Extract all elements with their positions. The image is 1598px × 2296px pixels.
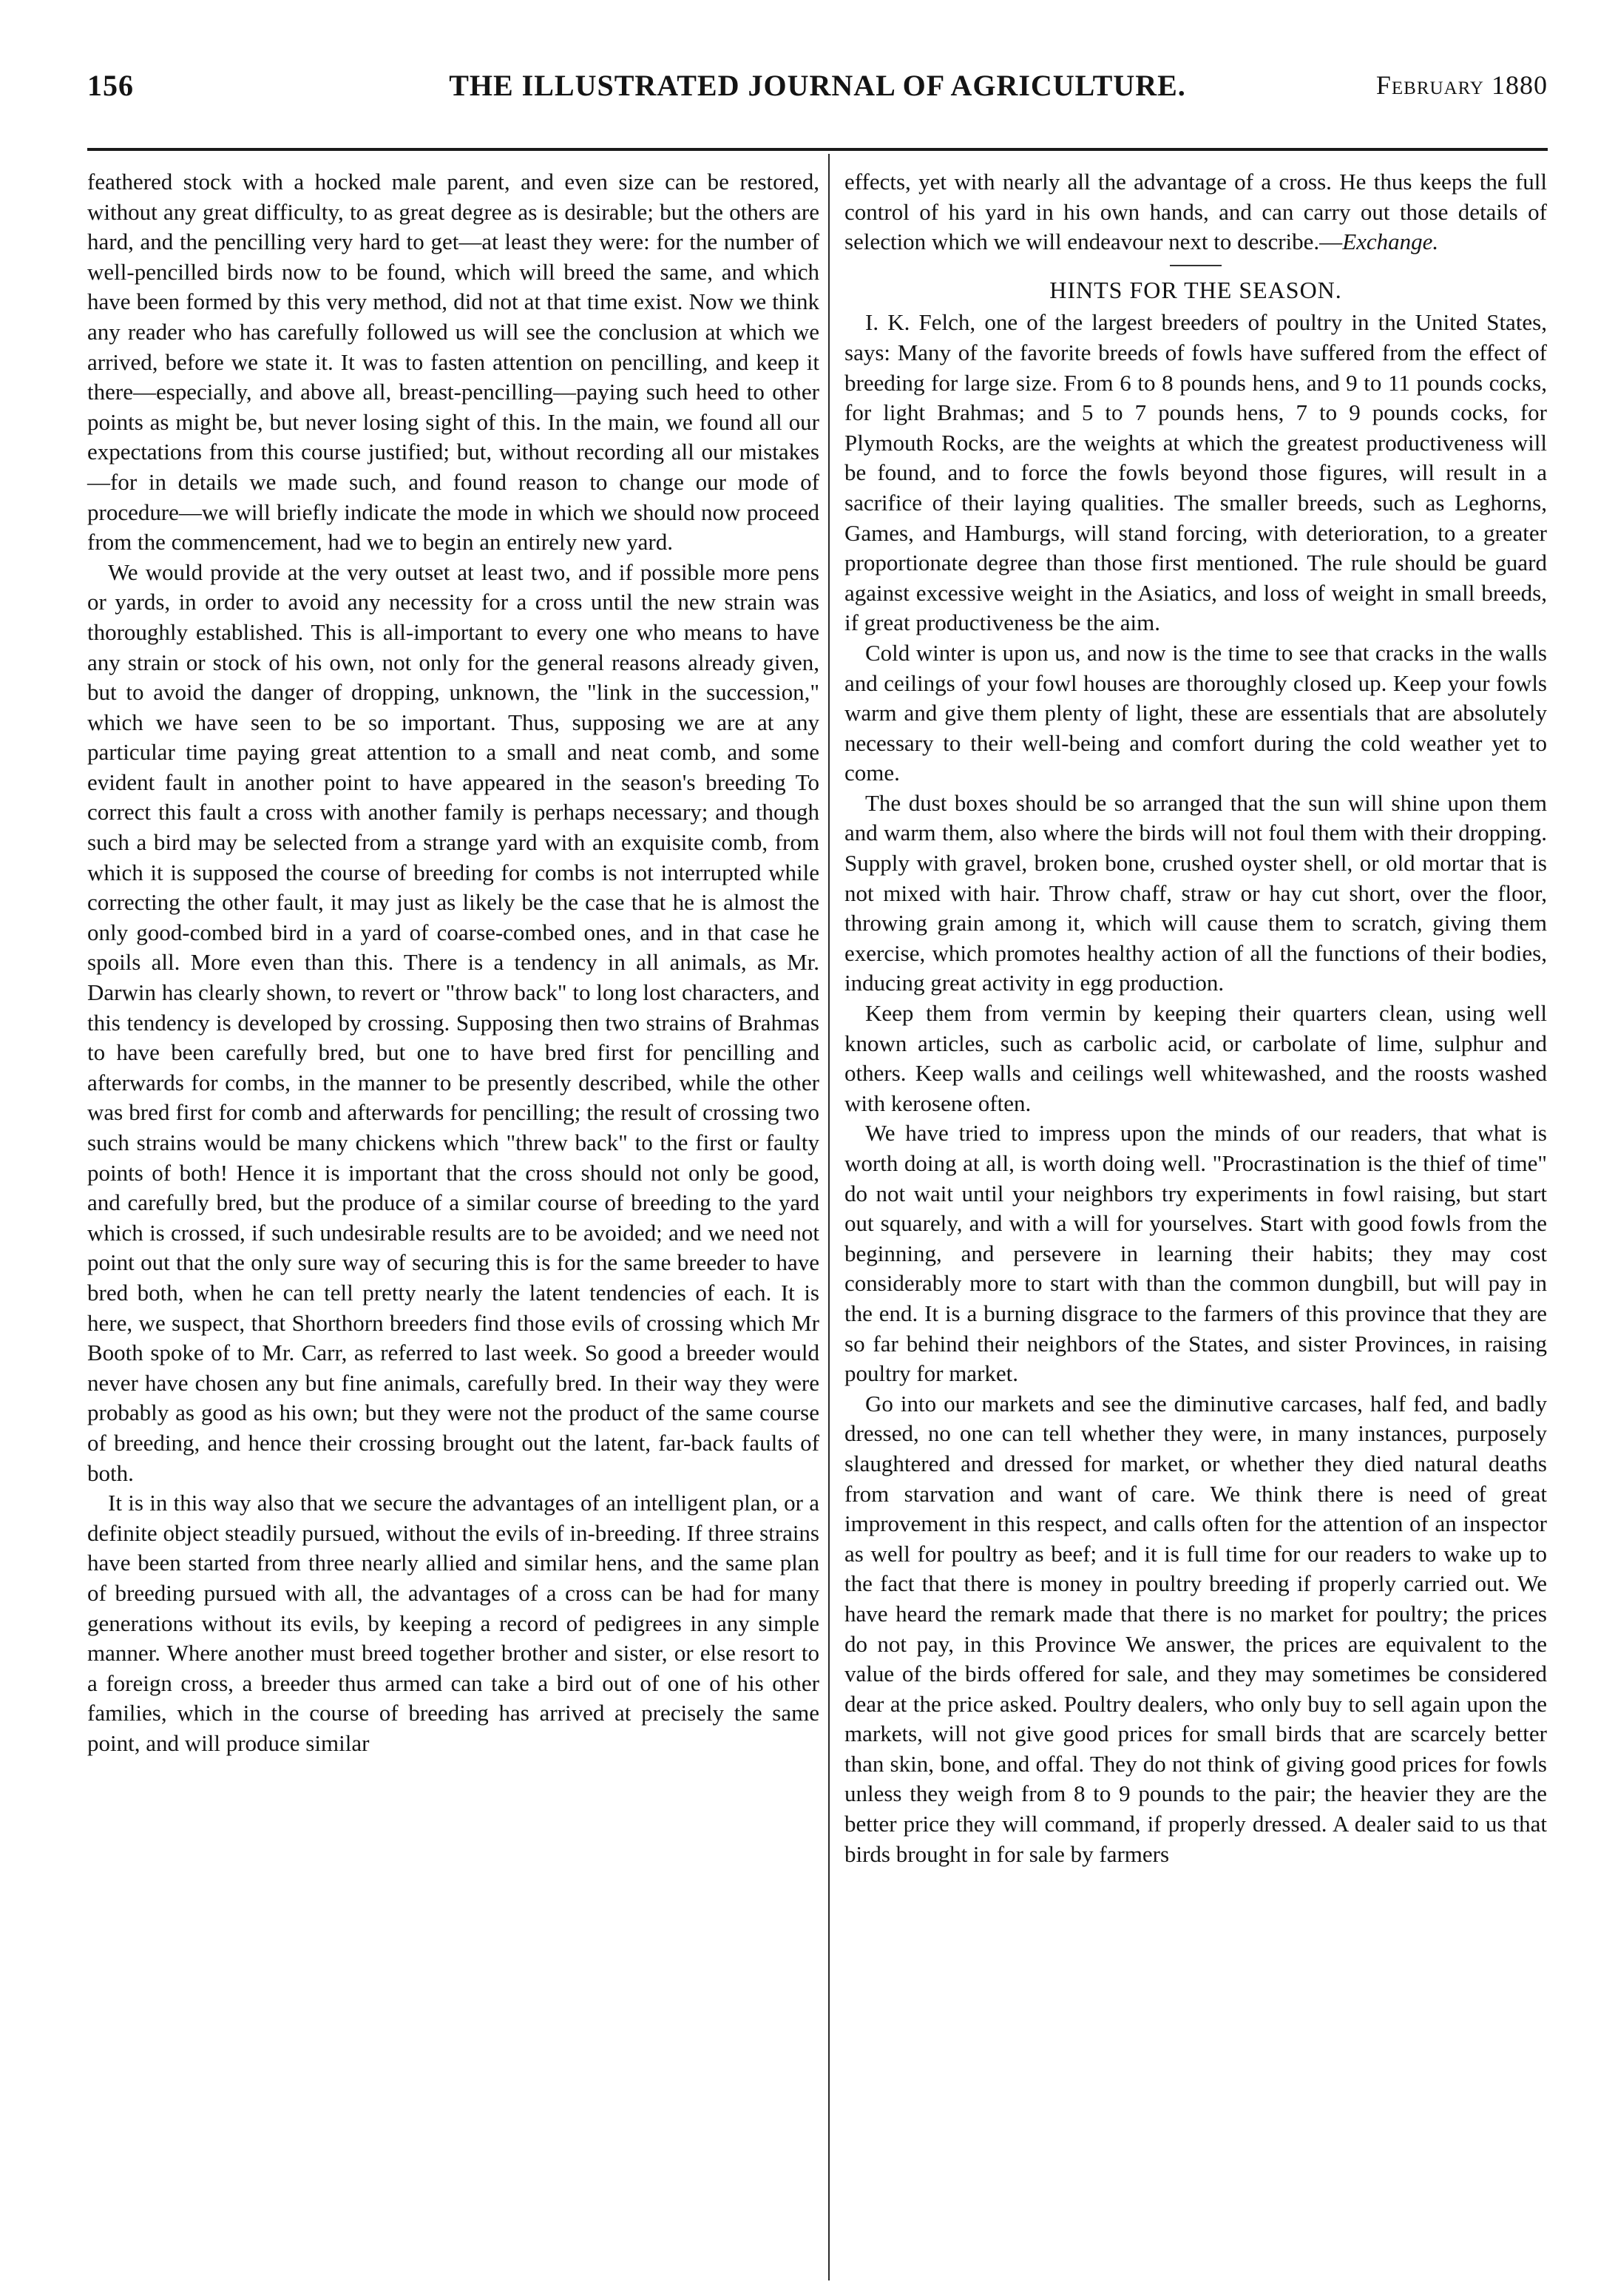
left-paragraph-2: We would provide at the very outset at least two, and if possible more pens or yards, in order to avoid any necessity for a cross until the new strain was thoroughly established. This is all-important to every one who means to have any strain or stock of his own, not only for the general reasons already given, but to avoid the danger of dropping, unknown, the "link in the succession," which we have seen to be so important. Thus, supposing we are at any particular time paying great attention to a small and neat comb, and some evident fault in another point to have appeared in the season's breeding To correct this fault a cross with another family is perhaps necessary; and though such a bird may be selected from a strange yard with an exquisite comb, from which it is supposed the course of breeding for combs is not interrupted while correcting the other fault, it may just as likely be the case that he is almost the only good-combed bird in a yard of coarse-combed ones, and in that case he spoils all. More even than this. There is a tendency in all animals, as Mr. Darwin has clearly shown, to revert or "throw back" to long lost characters, and this tendency is developed by crossing. Supposing then two strains of Brahmas to have been carefully bred, but one to have bred first for pencilling and afterwards for combs, in the manner to be presently described, while the other was bred first for comb and afterwards for pencilling; the result of crossing two such strains would be many chickens which "threw back" to the first or faulty points of both! Hence it is important that the cross should not only be good, and carefully bred, but the produce of a similar course of breeding to the yard which is crossed, if such undesirable results are to be avoided; and we need not point out that the only sure way of securing this is for the same breeder to have bred both, when he can tell pretty nearly the latent tendencies of each. It is here, we suspect, that Shorthorn breeders find those evils of crossing which Mr Booth spoke of to Mr. Carr, as referred to last week. So good a breeder would never have chosen any but fine animals, carefully bred. In their way they were probably as good as his own; but they were not the product of the same course of breeding, and hence their crossing brought out the latent, far-back faults of both. (87, 558, 819, 1486)
right-column (844, 167, 1547, 1869)
right-paragraph-4: Keep them from vermin by keeping their quarters clean, using well known articles, such as carbolic acid, or carbolate of lime, sulphur and others. Keep walls and ceilings well whitewashed, and the roosts washed with kerosene often. (844, 1000, 1547, 1116)
right-paragraph-6: Go into our markets and see the diminutive carcases, half fed, and badly dressed, no one can tell whether they were, in many instances, purposely slaughtered and dressed for market, or whether they died natural deaths from starvation and want of care. We think there is need of great improvement in this respect, and calls often for the attention of an inspector as well for poultry as beef; and it is full time for our readers to wake up to the fact that there is money in poultry breeding if properly carried out. We have heard the remark made that there is no market for poultry; the prices do not pay, in this Province We answer, the prices are equivalent to the value of the birds offered for sale, and they may sometimes be considered dear at the price asked. Poultry dealers, who only buy to sell again upon the markets, will not give good prices for small birds that are scarcely better than skin, bone, and offal. They do not think of giving good prices for fowls unless they weigh from 8 to 9 pounds to the pair; the heavier they are the better price they will command, if properly dressed. A dealer said to us that birds brought in for sale by farmers (844, 1390, 1547, 1867)
left-paragraph-1: feathered stock with a hocked male parent, and even size can be restored, without any great difficulty, to as great degree as is desirable; but the others are hard, and the pencilling very hard to get—at least they were: for the number of well-pencilled birds now to be found, which will breed the same, and which have been formed by this very method, did not at that time exist. Now we think any reader who has carefully followed us will see the conclusion at which we arrived, before we state it. It was to fasten attention on pencilling, and keep it there—especially, and above all, breast-pencilling—paying such heed to other points as might be, but never losing sight of this. In the main, we found all our expectations from this course justified; but, without recording all our mistakes—for in details we made such, and found reason to change our mode of procedure—we will briefly indicate the mode in which we should now proceed from the commencement, had we to begin an entirely new yard. (87, 169, 819, 556)
left-column (87, 167, 819, 1758)
source-credit: Exchange. (1342, 229, 1439, 255)
continued-text: effects, yet with nearly all the advantage of a cross. He thus keeps the full control of his yard in his own hands, and can carry out those details of selection which we will endeavour next to describe.— (844, 169, 1547, 255)
section-heading: HINTS FOR THE SEASON. (1049, 276, 1342, 303)
issue-date: February 1880 (1375, 70, 1548, 100)
left-paragraph-3: It is in this way also that we secure the advantages of an intelligent plan, or a definite object steadily pursued, without the evils of in-breeding. If three strains have been started from three nearly allied and similar hens, and the same plan of breeding pursued with all, the advantages of a cross can be had for many generations without its evils, by keeping a record of pedigrees in any simple manner. Where another must breed together brother and sister, or else resort to a foreign cross, a breeder thus armed can take a bird out of one of his other families, which in the course of breeding has arrived at precisely the same point, and will produce similar (87, 1490, 819, 1756)
page-header (87, 68, 1548, 120)
right-paragraph-continued (844, 167, 1547, 257)
section-rule (1170, 265, 1222, 266)
right-paragraph-2: Cold winter is upon us, and now is the time to see that cracks in the walls and ceilings of your fowl houses are thoroughly closed up. Keep your fowls warm and give them plenty of light, these are essentials that are absolutely necessary to their well-being and comfort during the cold weather yet to come. (844, 639, 1547, 786)
right-paragraph-3: The dust boxes should be so arranged that the sun will shine upon them and warm them, also where the birds will not foul them with their dropping. Supply with gravel, broken bone, crushed oyster shell, or old mortar that is not mixed with hair. Throw chaff, straw or hay cut short, over the floor, throwing grain among it, which will cause them to scratch, giving them exercise, which promotes healthy action of all the functions of their bodies, inducing great activity in egg production. (844, 789, 1547, 996)
right-paragraph-1: I. K. Felch, one of the largest breeders of poultry in the United States, says: Many of the favorite breeds of fowls have suffered from the effect of breeding for large size. From 6 to 8 pounds hens, and 9 to 11 pounds cocks, for light Brahmas; and 5 to 7 pounds hens, 7 to 9 pounds cocks, for Plymouth Rocks, are the weights at which the greatest productiveness will be found, and to force the fowls beyond those figures, will result in a sacrifice of their laying qualities. The smaller breeds, such as Leghorns, Games, and Hamburgs, will stand forcing, with deterioration, to a greater proportionate degree than those first mentioned. The rule should be guard against excessive weight in the Asiatics, and loss of weight in small breeds, if great productiveness be the aim. (844, 309, 1547, 636)
page-number: 156 (87, 69, 134, 102)
header-rule (87, 148, 1548, 151)
right-paragraph-5: We have tried to impress upon the minds of our readers, that what is worth doing at all, is worth doing well. "Procrastination is the thief of time" do not wait until your neighbors try experiments in fowl raising, but start out squarely, and with a will for yourselves. Start with good fowls from the beginning, and persevere in learning their habits; they may cost considerably more to start with than the common dungbill, but will pay in the end. It is a burning disgrace to the farmers of this province that they are so far behind their neighbors of the States, and sister Provinces, in raising poultry for market. (844, 1120, 1547, 1387)
journal-title: THE ILLUSTRATED JOURNAL OF AGRICULTURE. (449, 69, 1186, 102)
column-divider (828, 154, 830, 2280)
